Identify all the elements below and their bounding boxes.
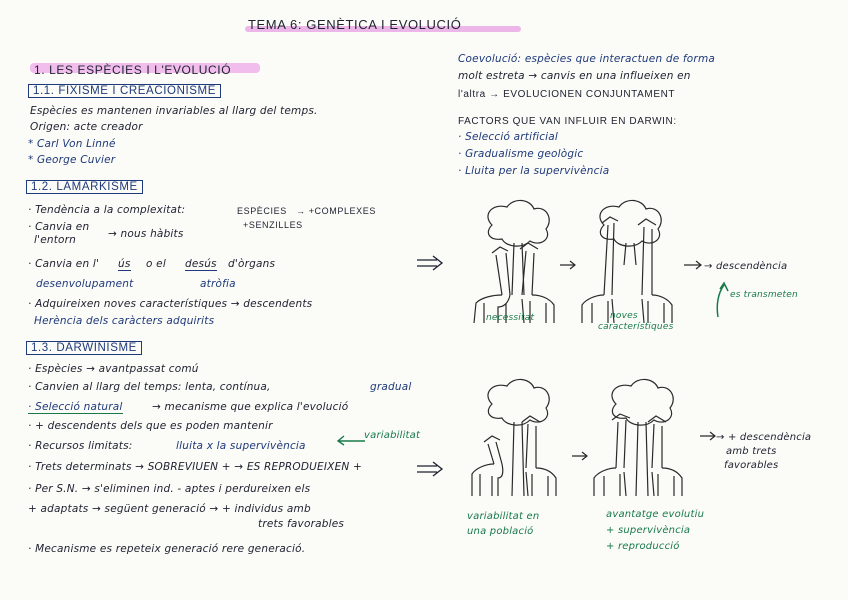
lamarck-line-3c: o el: [146, 258, 166, 270]
darwin-big-arrow: [415, 460, 445, 478]
lamarck-line-4a: desenvolupament: [36, 278, 134, 290]
lamarck-line-3b: ús: [118, 258, 131, 270]
lamarck-line-3d: desús: [185, 258, 217, 270]
darwin-line-4: · + descendents dels que es poden mantenir: [28, 420, 273, 432]
lamarck-line-4b: atròfia: [200, 278, 236, 290]
darwin-descendencia-2: amb trets: [726, 446, 777, 457]
page-title: TEMA 6: GENÈTICA I EVOLUCIÓ: [248, 17, 462, 32]
lamarck-big-arrow: [415, 254, 445, 272]
darwin-line-5b: lluita x la supervivència: [176, 440, 306, 452]
lamarck-line-6: Herència dels caràcters adquirits: [34, 315, 215, 327]
label-avantatge-3: + reproducció: [606, 541, 680, 552]
label-noves: noves: [610, 311, 638, 321]
darwin-line-2b: gradual: [370, 381, 412, 393]
darwin-illustration: [462, 378, 722, 508]
factor-3: · Lluita per la supervivència: [458, 165, 610, 177]
factors-heading: FACTORS QUE VAN INFLUIR EN DARWIN:: [458, 116, 677, 127]
darwinisme-heading: 1.3. DARWINISME: [26, 341, 142, 355]
lamarck-line-5: · Adquireixen noves característiques → descendents: [28, 298, 313, 310]
lamarck-descendencia: → descendència: [704, 261, 788, 272]
label-necessitat: necessitat: [486, 313, 535, 323]
fixisme-line-2: Origen: acte creador: [30, 121, 143, 133]
lamarckisme-heading: 1.2. LAMARKISME: [26, 180, 143, 194]
darwin-line-10: · Mecanisme es repeteix generació rere generació.: [28, 543, 306, 555]
darwin-descendencia-3: favorables: [724, 460, 779, 471]
coevolucio-line-3: l'altra → EVOLUCIONEN CONJUNTAMENT: [458, 89, 676, 100]
lamarck-line-1b: ESPÈCIES: [237, 206, 287, 216]
label-avantatge-1: avantatge evolutiu: [606, 509, 705, 520]
factor-2: · Gradualisme geològic: [458, 148, 584, 160]
coevolucio-line-2: molt estreta → canvis en una influeixen en: [458, 70, 691, 82]
fixisme-line-4: * George Cuvier: [28, 154, 116, 166]
lamarck-line-2a: · Canvia en: [28, 221, 90, 233]
darwin-line-2a: · Canvien al llarg del temps: lenta, contínua,: [28, 381, 271, 393]
darwin-line-1: · Espècies → avantpassat comú: [28, 363, 199, 375]
darwin-line-5c: variabilitat: [364, 430, 421, 441]
factor-1: · Selecció artificial: [458, 131, 559, 143]
label-variabilitat-2: una població: [467, 526, 534, 537]
darwin-line-7: · Per S.N. → s'eliminen ind. - aptes i perdureixen els: [28, 483, 311, 495]
darwin-descendencia-1: → + descendència: [716, 432, 812, 443]
label-variabilitat-1: variabilitat en: [467, 511, 540, 522]
lamarck-line-1d: +SENZILLES: [243, 220, 303, 230]
variabilitat-arrow: [335, 432, 367, 446]
darwin-line-8: + adaptats → següent generació → + individus amb: [28, 503, 311, 515]
fixisme-line-3: * Carl Von Linné: [28, 138, 116, 150]
lamarck-line-3a: · Canvia en l': [28, 258, 100, 270]
darwin-line-6: · Trets determinats → SOBREVIUEN + → ES REPRODUEIXEN +: [28, 461, 362, 473]
lamarck-line-1c: → +COMPLEXES: [296, 206, 376, 216]
lamarck-line-3e: d'òrgans: [228, 258, 276, 270]
fixisme-heading: 1.1. FIXISME I CREACIONISME: [28, 84, 221, 98]
coevolucio-line-1: Coevolució: espècies que interactuen de forma: [458, 53, 716, 65]
lamarck-line-2c: → nous hàbits: [108, 228, 184, 240]
darwin-line-3a: · Selecció natural: [28, 401, 123, 413]
darwin-line-9: trets favorables: [258, 518, 345, 530]
darwin-line-3b: → mecanisme que explica l'evolució: [152, 401, 349, 413]
label-caracteristiques: característiques: [598, 322, 674, 332]
label-es-transmeten: es transmeten: [730, 290, 798, 300]
label-avantatge-2: + supervivència: [606, 525, 691, 536]
lamarck-line-1a: · Tendència a la complexitat:: [28, 204, 186, 216]
darwin-line-5a: · Recursos limitats:: [28, 440, 133, 452]
fixisme-line-1: Espècies es mantenen invariables al llarg del temps.: [30, 105, 318, 117]
section-heading: 1. LES ESPÈCIES I L'EVOLUCIÓ: [34, 63, 232, 77]
lamarck-line-2b: l'entorn: [34, 234, 77, 246]
